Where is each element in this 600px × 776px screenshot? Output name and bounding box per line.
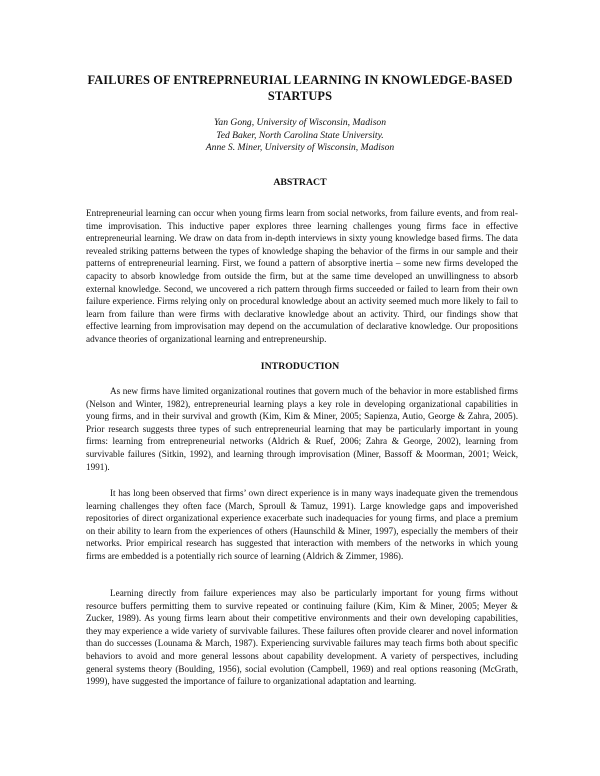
intro-paragraph-1: As new firms have limited organizational routines that govern much of the behavior in more established firms (Nelson and Winter, 1982), entrepreneurial learning plays a key role in developing organizational capabilities in young firms, and in their survival and growth (Kim, Kim & Miner, 2005; Sapienza, Autio, George & Zahra, 2005). Prior research suggests three types of such entrepreneurial learning that may be particularly important in young firms: learning from entrepreneurial networks (Aldrich & Ruef, 2006; Zahra & George, 2002), learning from survivable failures (Sitkin, 1992), and learning through improvisation (Miner, Bassoff & Moorman, 2001; Weick, 1991). xyxy=(86,386,518,472)
author-line: Yan Gong, University of Wisconsin, Madison xyxy=(213,117,387,128)
introduction-heading: INTRODUCTION xyxy=(260,361,340,372)
abstract-paragraph: Entrepreneurial learning can occur when young firms learn from social networks, from failure events, and from real-time improvisation. This inductive paper explores three learning challenges young firms face in effective entrepreneurial learning. We draw on data from in-depth interviews in sixty young knowledge based firms. The data revealed striking patterns between the types of knowledge shaping the behavior of the firms in our sample and their patterns of entrepreneurial learning. First, we found a pattern of absorptive inertia – some new firms developed the capacity to absorb knowledge from outside the firm, but at the same time developed an unwillingness to absorb external knowledge. Second, we uncovered a rich pattern through firms succeeded or failed to learn from their own failure experience. Firms relying only on procedural knowledge about an activity seemed much more likely to fail to learn from failure than were firms with declarative knowledge about an activity. Third, our findings show that effective learning from improvisation may depend on the accumulation of declarative knowledge. Our propositions advance theories of organizational learning and entrepreneurship. xyxy=(86,208,518,344)
abstract-heading: ABSTRACT xyxy=(273,177,327,188)
intro-paragraph-3: Learning directly from failure experiences may also be particularly important for young firms without resource buffers permitting them to survive repeated or continuing failure (Kim, Kim & Miner, 2005; Meyer & Zucker, 1989). As young firms learn about their competitive environments and their own developing capabilities, they may experience a wide variety of survivable failures. These failures often provide clearer and novel information than do successes (Lounama & March, 1987). Experiencing survivable failures may teach firms both about specific behaviors to avoid and more general lessons about capability development. A variety of perspectives, including general systems theory (Boulding, 1956), social evolution (Campbell, 1969) and real options reasoning (McGrath, 1999), have suggested the importance of failure to organizational adaptation and learning. xyxy=(86,588,518,687)
author-line: Anne S. Miner, University of Wisconsin, Madison xyxy=(205,142,395,154)
paper-title: FAILURES OF ENTREPRNEURIAL LEARNING IN KNOWLEDGE-BASED STARTUPS xyxy=(87,73,513,103)
intro-paragraph-2: It has long been observed that firms’ own direct experience is in many ways inadequate given the tremendous learning challenges they often face (March, Sproull & Tamuz, 1991). Large knowledge gaps and impoverished repositories of direct organizational experience exacerbate such inadequacies for young firms, and place a premium on their ability to learn from the experiences of others (Haunschild & Miner, 1997), especially the members of their networks. Prior empirical research has suggested that interaction with members of the networks in which young firms are embedded is a potentially rich source of learning (Aldrich & Zimmer, 1986). xyxy=(86,488,518,561)
author-list xyxy=(60,117,540,155)
author-line: Ted Baker, North Carolina State University. xyxy=(216,129,384,141)
